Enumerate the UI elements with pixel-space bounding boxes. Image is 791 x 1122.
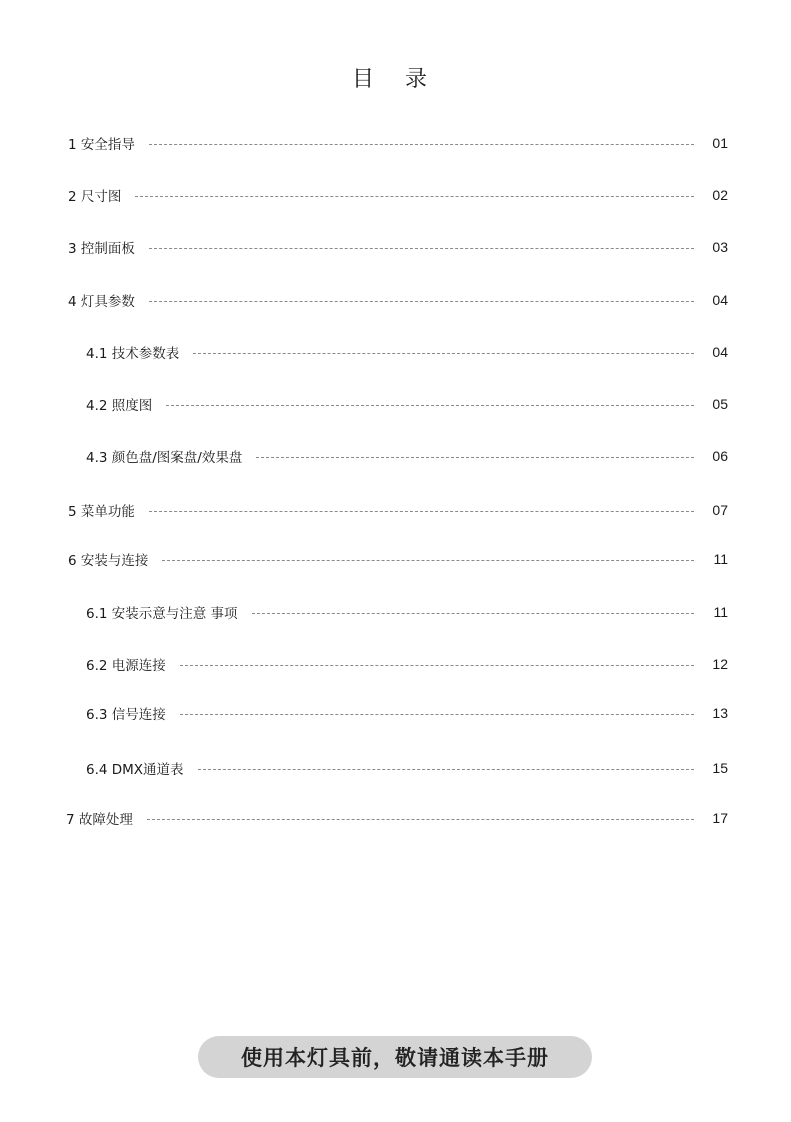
toc-entry-install-notes[interactable] [86,601,728,623]
toc-leader [198,769,694,770]
toc-entry-label: 1 安全指导 [68,137,135,153]
toc-entry-troubleshooting[interactable] [66,807,728,829]
toc-entry-label: 6.3 信号连接 [86,707,166,723]
toc-leader [256,457,694,458]
toc-leader [166,405,694,406]
toc-page-number: 06 [712,448,728,464]
toc-leader [162,560,694,561]
toc-entry-safety[interactable] [68,132,728,154]
toc-entry-label: 3 控制面板 [68,241,135,257]
toc-page-number: 05 [712,396,728,412]
toc-leader [180,714,694,715]
toc-entry-label: 6.2 电源连接 [86,658,166,674]
toc-page-number: 01 [712,135,728,151]
toc-page-number: 11 [713,604,728,620]
toc-leader [180,665,694,666]
toc-entry-label: 6.4 DMX通道表 [86,762,184,778]
toc-entry-dimensions[interactable] [68,184,728,206]
toc-leader [149,248,694,249]
toc-page-number: 15 [712,760,728,776]
toc-page-number: 04 [712,344,728,360]
toc-leader [149,301,694,302]
toc-page-number: 17 [712,810,728,826]
toc-page-number: 07 [712,502,728,518]
toc-entry-control-panel[interactable] [68,236,728,258]
toc-entry-dmx[interactable] [86,757,728,779]
toc-entry-label: 6 安装与连接 [68,553,149,569]
toc-entry-label: 4.2 照度图 [86,398,153,414]
toc-entry-illuminance[interactable] [86,393,728,415]
toc-leader [147,819,694,820]
toc-page-number: 12 [712,656,728,672]
toc-leader [193,353,694,354]
toc-entry-label: 4.3 颜色盘/图案盘/效果盘 [86,450,243,466]
toc-leader [252,613,694,614]
toc-entry-power[interactable] [86,653,728,675]
toc-leader [135,196,694,197]
toc-entry-label: 5 菜单功能 [68,504,135,520]
toc-entry-menu[interactable] [68,499,728,521]
toc-entry-wheels[interactable] [86,445,728,467]
read-manual-banner: 使用本灯具前，敬请通读本手册 [198,1036,592,1078]
toc-page-number: 13 [712,705,728,721]
toc-entry-fixture-params[interactable] [68,289,728,311]
toc-leader [149,511,694,512]
toc-page-number: 03 [712,239,728,255]
toc-entry-installation[interactable] [68,548,728,570]
toc-page-number: 02 [712,187,728,203]
toc-page-number: 04 [712,292,728,308]
toc-entry-tech-params[interactable] [86,341,728,363]
toc-entry-label: 4.1 技术参数表 [86,346,180,362]
toc-entry-label: 4 灯具参数 [68,294,135,310]
toc-entry-label: 2 尺寸图 [68,189,122,205]
toc-entry-label: 7 故障处理 [66,812,133,828]
toc-page-number: 11 [713,551,728,567]
page-title: 目 录 [352,67,439,92]
toc-entry-label: 6.1 安装示意与注意 事项 [86,606,238,622]
toc-entry-signal[interactable] [86,702,728,724]
toc-leader [149,144,694,145]
